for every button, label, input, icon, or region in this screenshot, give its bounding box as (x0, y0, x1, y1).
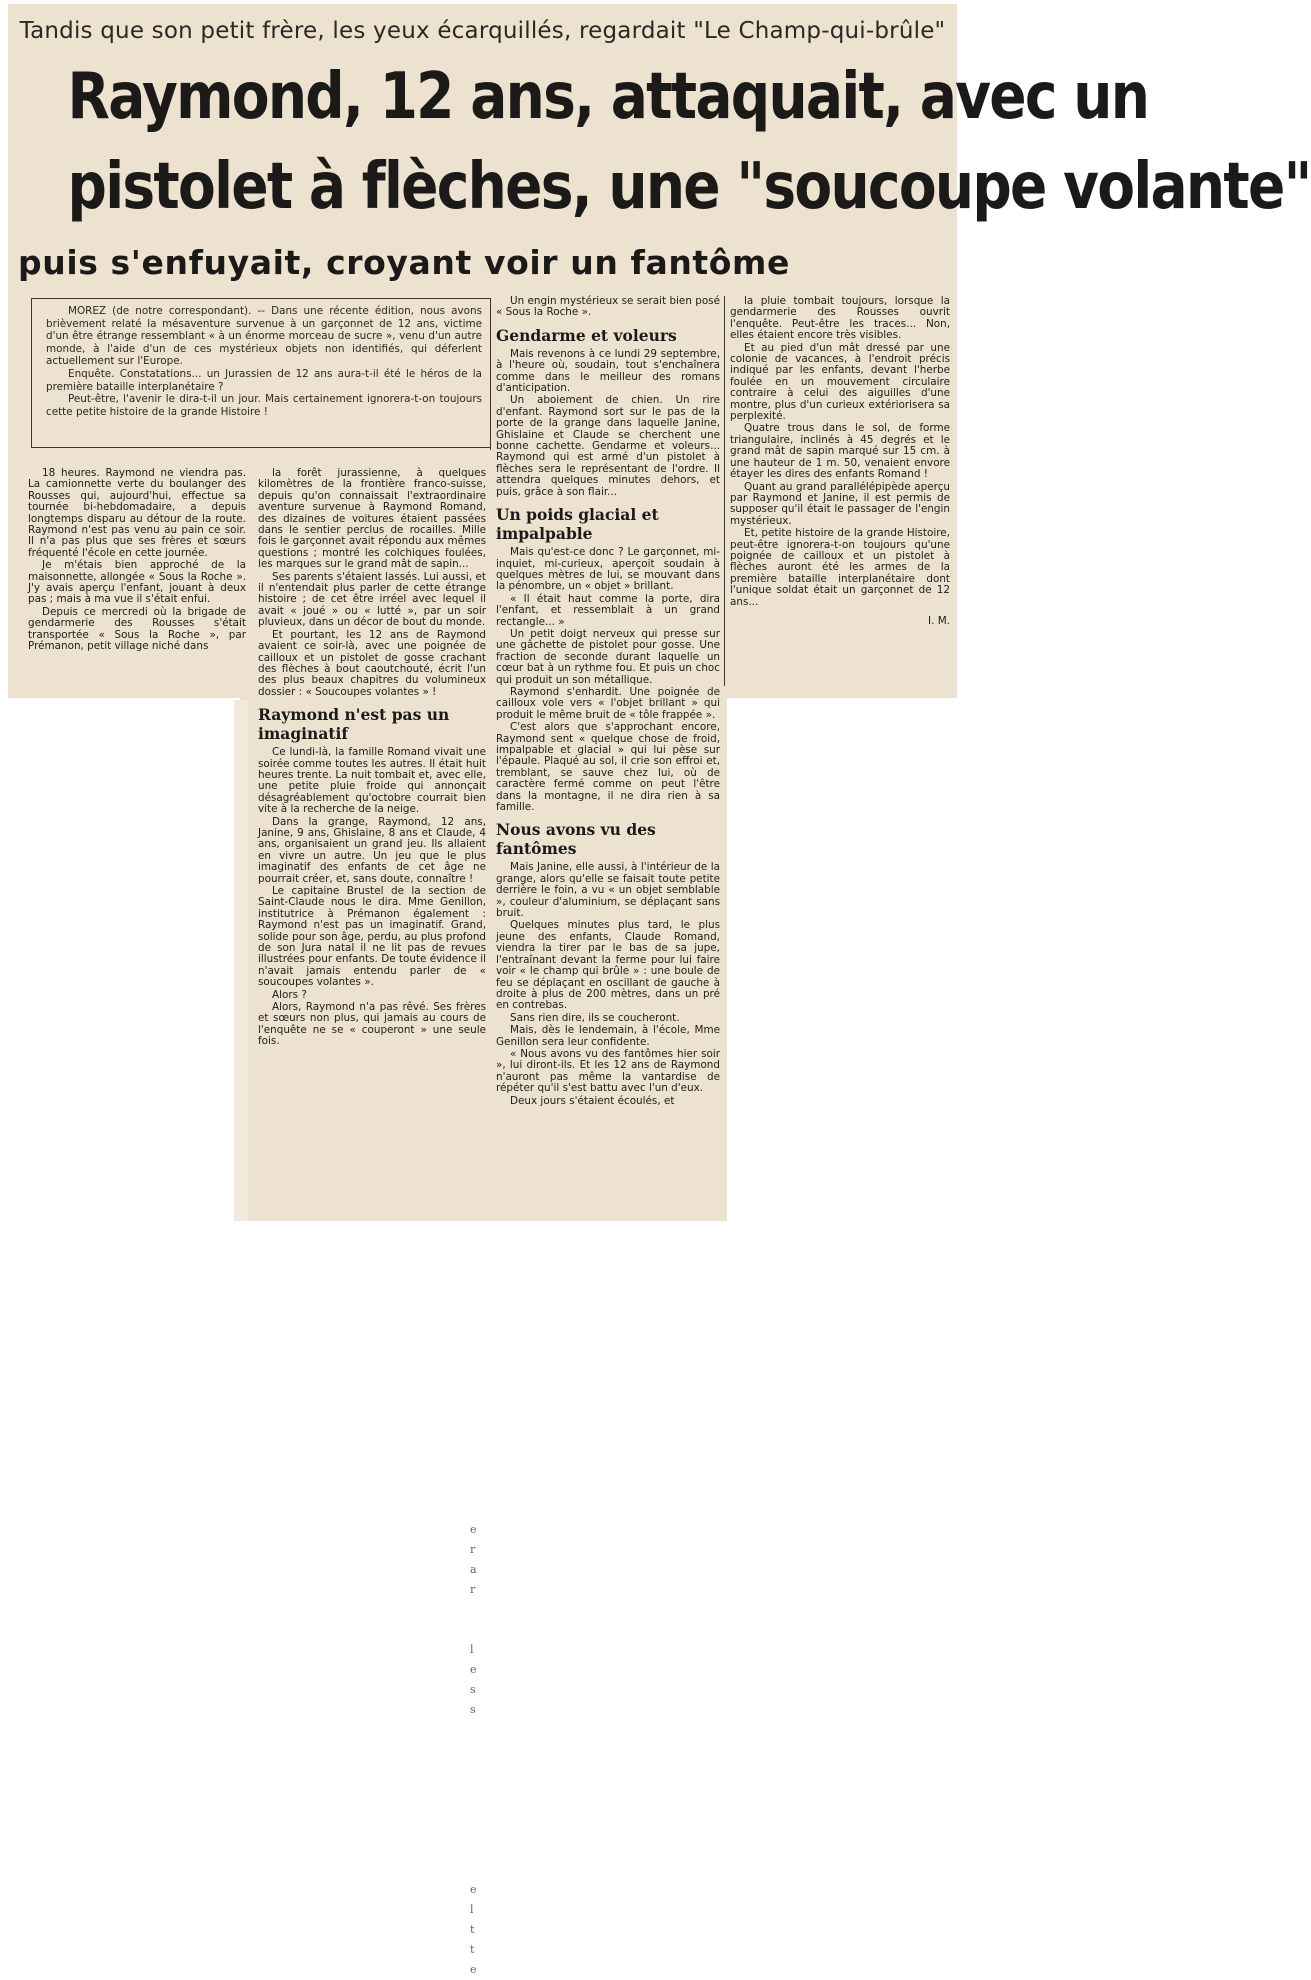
column-3 (496, 296, 720, 1108)
body-paragraph: Le capitaine Brustel de la section de Saint-Claude nous le dira. Mme Genillon, institutrice à Prémanon également : Raymond n'est pas un imaginatif. Grand, solide pour son âge, perdu, au plus profond de son Jura natal il ne lit pas de revues illustrées pour enfants. De toute évidence il n'avait jamais entendu parler de « soucoupes volantes ». (258, 885, 486, 989)
body-paragraph: Et au pied d'un mât dressé par une colonie de vacances, à l'endroit précis indiqué par les enfants, devant l'herbe foulée en un mouvement circulaire contraire à celui des aiguilles d'une montre, plus d'un curieux extériorisera sa perplexité. (730, 341, 950, 423)
body-paragraph: 18 heures. Raymond ne viendra pas. La camionnette verte du boulanger des Rousses qui, aujourd'hui, effectue sa tournée bi-hebdomadaire, a depuis longtemps disparu au détour de la route. Raymond n'est pas venu au pain ce soir. Il n'a pas plus que ses frères et sœurs fréquenté l'école en cette journée. (28, 467, 246, 559)
column-2 (258, 468, 486, 1049)
body-paragraph: « Nous avons vu des fantômes hier soir », lui diront-ils. Et les 12 ans de Raymond n'auront pas même la vantardise de répéter qu'il s'est battu avec l'un d'eux. (496, 1047, 720, 1095)
body-paragraph: Et, petite histoire de la grande Histoire, peut-être ignorera-t-on toujours qu'une poignée de cailloux et un pistolet à flèches auront été les armes de la première bataille interplanétaire dont l'unique soldat était un garçonnet de 12 ans... (730, 527, 950, 608)
body-paragraph: Ses parents s'étaient lassés. Lui aussi, et il n'entendait plus parler de cette étrange histoire ; de cet être irréel avec lequel il avait « joué » ou « lutté », par un soir pluvieux, dans un décor de bout du monde. (258, 570, 486, 629)
section-heading: Nous avons vu des fantômes (496, 820, 656, 859)
subheadline: puis s'enfuyait, croyant voir un fantôme (18, 243, 791, 282)
body-paragraph: Un aboiement de chien. Un rire d'enfant. Raymond sort sur le pas de la porte de la grange dans laquelle Janine, Ghislaine et Claude se cherchent une bonne cachette. Gendarme et voleurs... Raymond qui est armé d'un pistolet à flèches sera le représentant de l'ordre. Il attendra quelques minutes dehors, et puis, grâce à son flair... (496, 394, 720, 498)
body-paragraph: Quatre trous dans le sol, de forme triangulaire, inclinés à 45 degrés et le grand mât de sapin marqué sur 15 cm. à une hauteur de 1 m. 50, venaient envore étayer les dires des enfants Romand ! (730, 422, 950, 481)
headline-line-1: Raymond, 12 ans, attaquait, avec un (67, 60, 1149, 134)
body-paragraph: Ce lundi-là, la famille Romand vivait une soirée comme toutes les autres. Il était huit heures trente. La nuit tombait et, avec elle, une petite pluie froide qui annonçait désagréablement qu'octobre courrait bien vite à la recherche de la neige. (258, 746, 486, 816)
body-paragraph: Dans la grange, Raymond, 12 ans, Janine, 9 ans, Ghislaine, 8 ans et Claude, 4 ans, organisaient un grand jeu. Ils allaient en vivre un autre. Un jeu que le plus imaginatif des enfants de cet âge ne pourrait créer, et, sans doute, connaître ! (258, 815, 486, 885)
intro-box (31, 298, 491, 448)
body-paragraph: Je m'étais bien approché de la maisonnette, allongée « Sous la Roche ». J'y avais aperçu l'enfant, jouant à deux pas ; mais à ma vue il s'était enfui. (28, 559, 246, 606)
body-paragraph: Un petit doigt nerveux qui presse sur une gâchette de pistolet pour gosse. Une fraction de seconde durant laquelle un cœur bat à un rythme fou. Et puis un choc qui produit un son métallique. (496, 627, 720, 686)
body-paragraph: Mais Janine, elle aussi, à l'intérieur de la grange, alors qu'elle se faisait toute petite derrière le foin, a vu « un objet semblable », couleur d'aluminium, se déplaçant sans bruit. (496, 861, 720, 920)
body-paragraph: Mais qu'est-ce donc ? Le garçonnet, mi-inquiet, mi-curieux, aperçoit soudain à quelques mètres de lui, se mouvant dans la pénombre, un « objet » brillant. (496, 546, 720, 593)
intro-paragraph: Enquête. Constatations... un Jurassien de 12 ans aura-t-il été le héros de la première bataille interplanétaire ? (46, 367, 482, 393)
intro-paragraph: Peut-être, l'avenir le dira-t-il un jour. Mais certainement ignorera-t-on toujours cette petite histoire de la grande Histoire ! (46, 393, 482, 418)
body-paragraph: Un engin mystérieux se serait bien posé « Sous la Roche ». (496, 295, 720, 319)
author-signature: I. M. (928, 614, 950, 627)
column-4 (730, 296, 950, 628)
body-paragraph: Depuis ce mercredi où la brigade de gendarmerie des Rousses s'était transportée « Sous la Roche », par Prémanon, petit village niché dans (28, 605, 246, 653)
body-paragraph: Raymond s'enhardit. Une poignée de cailloux vole vers « l'objet brillant » qui produit le même bruit de « tôle frappée ». (496, 685, 720, 721)
column-rule (490, 300, 491, 450)
body-paragraph: Mais revenons à ce lundi 29 septembre, à l'heure où, soudain, tout s'enchaînera comme dans le meilleur des romans d'anticipation. (496, 347, 720, 395)
section-heading: Raymond n'est pas un imaginatif (258, 705, 450, 744)
body-paragraph: la forêt jurassienne, à quelques kilomètres de la frontière franco-suisse, depuis qu'on connaissait l'extraordinaire aventure survenue à Raymond Romand, des dizaines de voitures étaient passées dans le sentier perclus de rocailles. Mille fois le garçonnet avait répondu aux mêmes questions ; montré les colchiques foulées, les marques sur le grand mât de sapin... (258, 467, 486, 571)
headline-line-2: pistolet à flèches, une "soucoupe volante" (67, 150, 1311, 224)
column-rule (724, 296, 725, 686)
column-1 (28, 468, 246, 654)
body-paragraph: la pluie tombait toujours, lorsque la gendarmerie des Rousses ouvrit l'enquête. Peut-être les traces... Non, elles étaient encore très visibles. (730, 295, 950, 342)
body-paragraph: Quant au grand parallélépipède aperçu par Raymond et Janine, il est permis de supposer qu'il était le passager de l'engin mystérieux. (730, 480, 950, 527)
section-heading: Un poids glacial et impalpable (496, 505, 659, 544)
body-paragraph: Sans rien dire, ils se coucheront. (510, 1011, 680, 1024)
body-paragraph: « Il était haut comme la porte, dira l'enfant, et ressemblait à un grand rectangle... » (496, 592, 720, 628)
body-paragraph: Alors, Raymond n'a pas rêvé. Ses frères et sœurs non plus, qui jamais au cours de l'enquête ne se « couperont » une seule fois. (258, 1001, 486, 1048)
body-paragraph: Deux jours s'étaient écoulés, et (510, 1094, 675, 1107)
body-paragraph: Alors ? (272, 988, 307, 1001)
body-paragraph: Mais, dès le lendemain, à l'école, Mme Genillon sera leur confidente. (496, 1024, 720, 1048)
body-paragraph: C'est alors que s'approchant encore, Raymond sent « quelque chose de froid, impalpable et glacial » qui lui pèse sur l'épaule. Plaqué au sol, il crie son effroi et, tremblant, se sauve chez lui, où de caractère fermé comme on peut l'être dans la montagne, il ne dira rien à sa famille. (496, 721, 720, 814)
intro-paragraph: MOREZ (de notre correspondant). -- Dans une récente édition, nous avons brièvement relaté la mésaventure survenue à un garçonnet de 12 ans, victime d'un être étrange ressemblant « à un énorme morceau de sucre », venu d'un autre monde, à l'aide d'un de ces mystérieux objets non identifiés, qui déferlent actuellement sur l'Europe. (46, 305, 482, 368)
body-paragraph: Quelques minutes plus tard, le plus jeune des enfants, Claude Romand, viendra la tirer par le bas de sa jupe, l'entraînant devant la ferme pour lui faire voir « le champ qui brûle » : une boule de feu se déplaçant en oscillant de gauche à droite à plus de 200 mètres, dans un pré en contrebas. (496, 919, 720, 1012)
kicker: Tandis que son petit frère, les yeux écarquillés, regardait "Le Champ-qui-brûle" (19, 18, 946, 44)
adjacent-clipping-text: e r a r l e s s e l t t e (470, 1523, 477, 1976)
body-paragraph: Et pourtant, les 12 ans de Raymond avaient ce soir-là, avec une poignée de cailloux et un pistolet de gosse crachant des flèches à bout caoutchouté, écrit l'un des plus beaux chapitres du volumineux dossier : « Soucoupes volantes » ! (258, 628, 486, 698)
section-heading: Gendarme et voleurs (496, 325, 677, 345)
